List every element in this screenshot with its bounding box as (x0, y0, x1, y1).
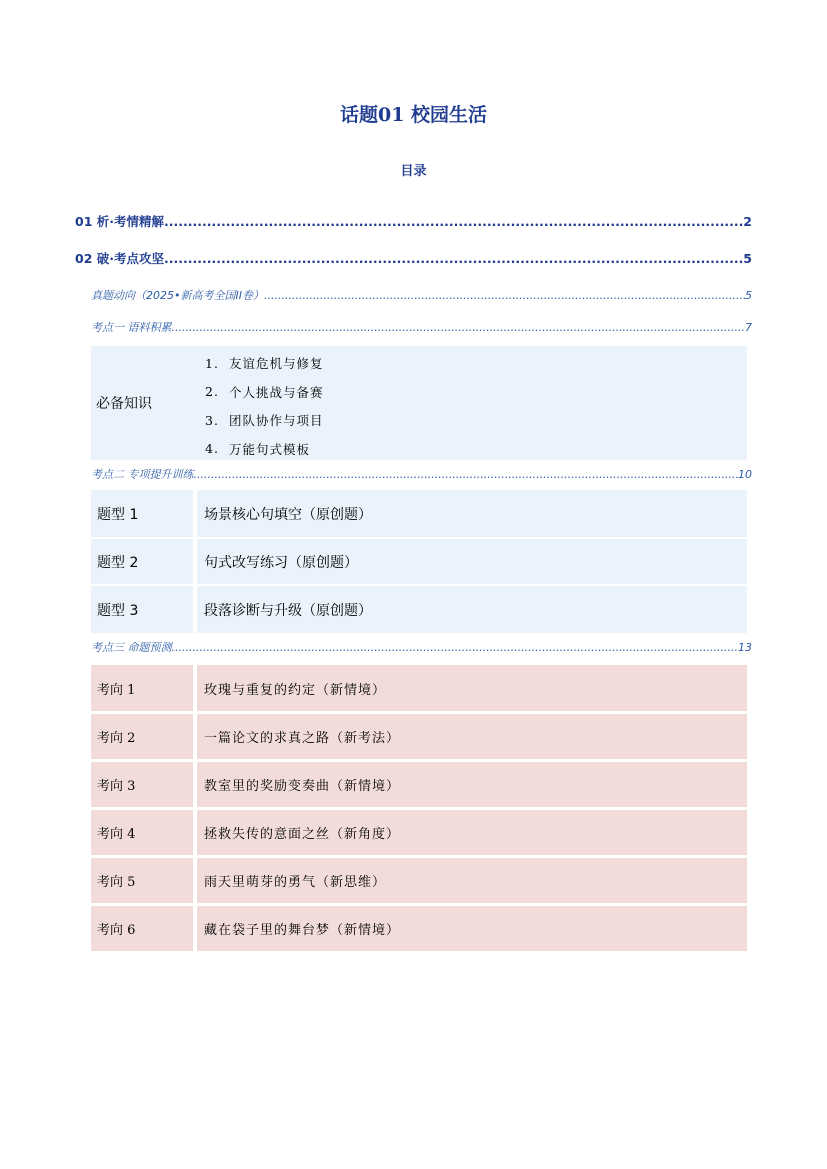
direction-label: 考向 5 (91, 858, 193, 903)
toc-leader-dots (164, 251, 743, 266)
toc-entry-breakthrough[interactable] (75, 249, 752, 267)
knowledge-item-number: 1. (205, 355, 219, 371)
table-row (91, 810, 747, 855)
toc-leader-dots (172, 641, 739, 654)
toc-entry-label: 考点二 专项提升训练 (91, 468, 194, 481)
toc-leader-dots (164, 214, 743, 229)
knowledge-item (205, 406, 747, 435)
toc-leader-dots (172, 321, 746, 334)
knowledge-item-number: 4. (205, 441, 219, 457)
toc-entry-point-three[interactable] (91, 639, 752, 655)
toc-entry-page: 13 (738, 641, 752, 654)
knowledge-item (205, 349, 747, 378)
toc-entry-page: 7 (745, 321, 752, 334)
knowledge-item (205, 378, 747, 407)
table-row (91, 490, 747, 537)
direction-text: 拯救失传的意面之丝（新角度） (197, 810, 747, 855)
knowledge-item-text: 万能句式模板 (229, 441, 311, 457)
toc-entry-label: 02 破·考点攻坚 (75, 251, 164, 266)
knowledge-item-text: 团队协作与项目 (229, 413, 324, 429)
toc-entry-label: 01 析·考情精解 (75, 214, 164, 229)
toc-entry-real-exam[interactable] (91, 287, 752, 303)
direction-label: 考向 6 (91, 906, 193, 951)
table-row (91, 586, 747, 633)
toc-heading: 目录 (400, 164, 427, 179)
toc-entry-page: 5 (745, 289, 752, 302)
table-row (91, 714, 747, 759)
knowledge-label: 必备知识 (91, 346, 193, 460)
question-type-label: 题型 3 (91, 586, 193, 633)
toc-entry-page: 2 (743, 214, 752, 229)
question-type-text: 场景核心句填空（原创题） (197, 490, 747, 537)
direction-text: 雨天里萌芽的勇气（新思维） (197, 858, 747, 903)
knowledge-item-text: 友谊危机与修复 (229, 356, 324, 372)
toc-entry-label: 真题动向（2025•新高考全国II卷） (91, 289, 264, 302)
knowledge-list (197, 346, 747, 460)
question-type-text: 句式改写练习（原创题） (197, 539, 747, 584)
exam-direction-table (91, 665, 747, 953)
table-row (91, 665, 747, 711)
knowledge-item-number: 3. (205, 412, 219, 428)
question-type-label: 题型 2 (91, 539, 193, 584)
direction-text: 玫瑰与重复的约定（新情境） (197, 665, 747, 711)
table-row (91, 906, 747, 951)
knowledge-item-number: 2. (205, 384, 219, 400)
direction-label: 考向 4 (91, 810, 193, 855)
toc-entry-point-one[interactable] (91, 319, 752, 335)
toc-entry-page: 5 (743, 251, 752, 266)
direction-text: 教室里的奖励变奏曲（新情境） (197, 762, 747, 807)
toc-entry-point-two[interactable] (91, 466, 752, 482)
direction-label: 考向 3 (91, 762, 193, 807)
table-row (91, 539, 747, 584)
toc-leader-dots (264, 289, 745, 302)
toc-entry-analysis[interactable] (75, 212, 752, 230)
toc-entry-page: 10 (738, 468, 752, 481)
knowledge-item-text: 个人挑战与备赛 (229, 384, 324, 400)
direction-text: 一篇论文的求真之路（新考法） (197, 714, 747, 759)
toc-entry-label: 考点一 语料积累 (91, 321, 172, 334)
toc-entry-label: 考点三 命题预测 (91, 641, 172, 654)
table-row (91, 762, 747, 807)
table-row (91, 858, 747, 903)
question-type-text: 段落诊断与升级（原创题） (197, 586, 747, 633)
knowledge-item (205, 435, 747, 464)
page-title: 话题01 校园生活 (339, 104, 488, 126)
knowledge-table (91, 346, 747, 460)
direction-label: 考向 2 (91, 714, 193, 759)
question-type-label: 题型 1 (91, 490, 193, 537)
toc-leader-dots (194, 468, 739, 481)
direction-text: 藏在袋子里的舞台梦（新情境） (197, 906, 747, 951)
question-type-table (91, 490, 747, 635)
direction-label: 考向 1 (91, 665, 193, 711)
